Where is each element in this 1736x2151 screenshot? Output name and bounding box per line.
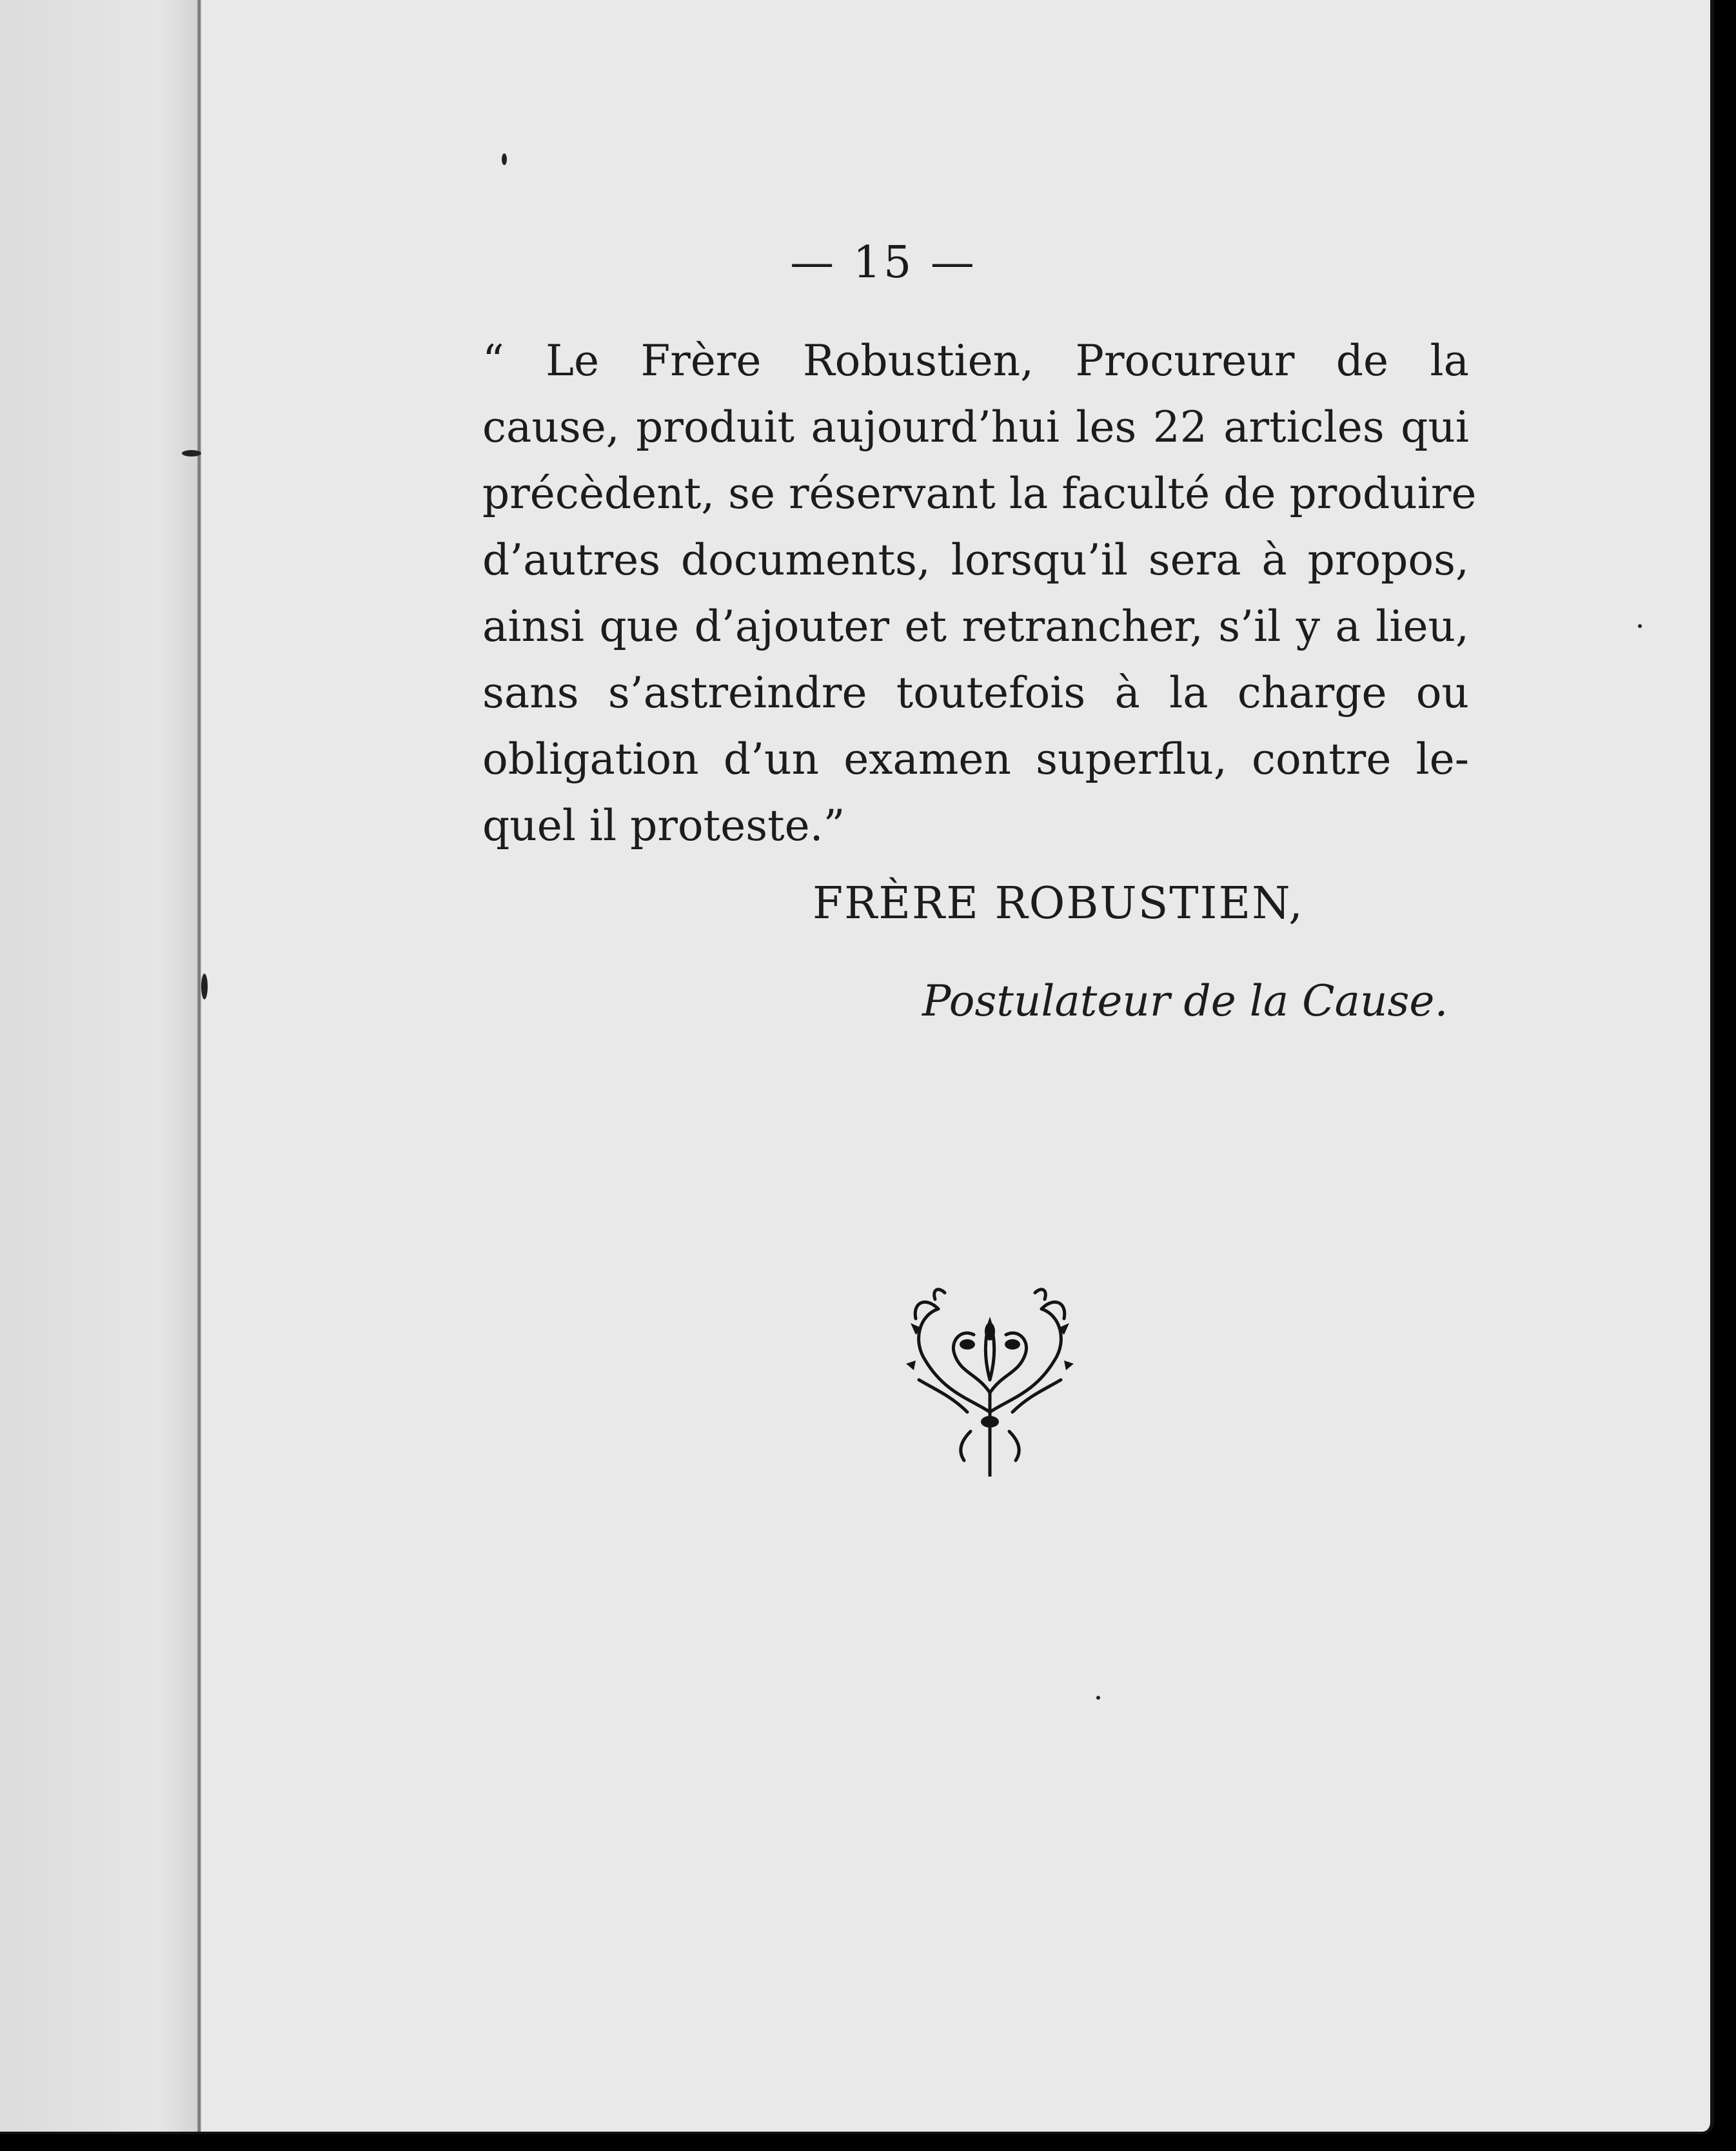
binding-margin	[0, 0, 197, 2132]
paragraph-line: ainsi que d’ajouter et retrancher, s’il y a lieu,	[482, 602, 1469, 651]
body-paragraph	[482, 328, 1477, 859]
paragraph-line: cause, produit aujourd’hui les 22 articles qui	[482, 402, 1469, 452]
signature-name: FRÈRE ROBUSTIEN,	[813, 878, 1304, 929]
paragraph-line: d’autres documents, lorsqu’il sera à propos,	[482, 535, 1469, 585]
page-number: — 15 —	[790, 237, 977, 288]
paragraph-line: précèdent, se réservant la faculté de produire	[482, 469, 1477, 518]
binding-gutter-line	[197, 0, 201, 2132]
scan-speck	[1096, 1696, 1100, 1700]
paragraph-line: obligation d’un examen superflu, contre le-	[482, 734, 1469, 784]
paragraph-line: “ Le Frère Robustien, Procureur de la	[482, 336, 1469, 386]
signature-title: Postulateur de la Cause.	[922, 976, 1448, 1026]
floral-vignette-icon	[900, 1283, 1080, 1477]
paragraph-line: quel il proteste.”	[482, 801, 845, 850]
scan-speck	[182, 450, 201, 457]
paragraph-line: sans s’astreindre toutefois à la charge ou	[482, 668, 1469, 718]
scan-speck	[201, 974, 208, 999]
scan-speck	[1638, 624, 1642, 628]
scan-speck	[502, 153, 507, 165]
